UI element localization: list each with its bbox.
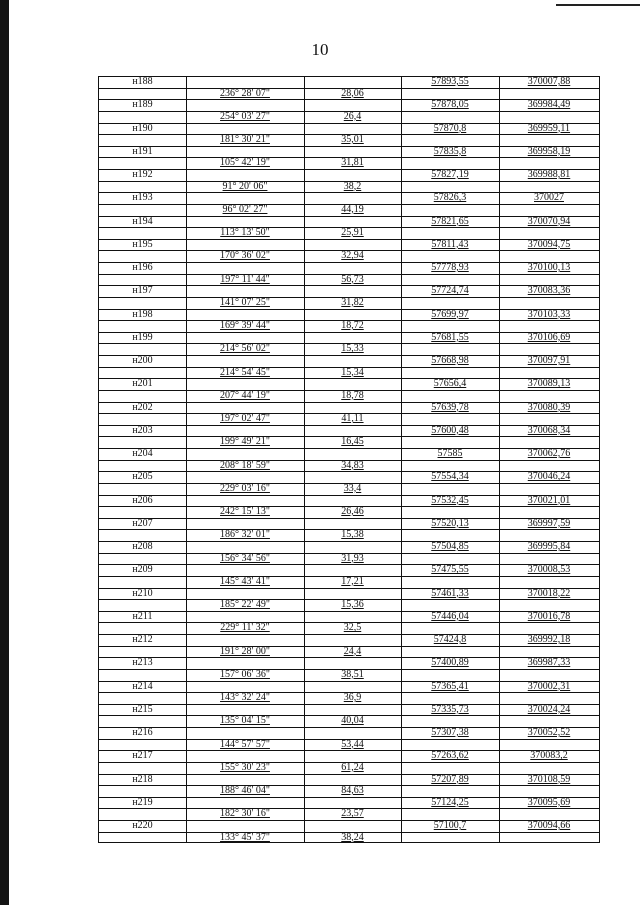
point-label: н195: [132, 238, 153, 250]
coordinate-y: 370046,24: [527, 471, 571, 483]
coordinate-x: 57124,25: [431, 796, 469, 808]
table-row: [99, 588, 599, 611]
table-row: [99, 169, 599, 192]
point-label: н212: [132, 634, 153, 645]
table-row: [99, 123, 599, 146]
coordinate-y: 370016,78: [527, 610, 571, 622]
segment-length: 32,5: [343, 622, 362, 634]
table-row: [99, 262, 599, 285]
coordinate-y: 370052,52: [527, 727, 571, 738]
coordinates-table: [98, 76, 600, 843]
segment-length: 36,9: [343, 692, 362, 703]
segment-length: 18,72: [341, 320, 364, 331]
coordinate-x: 57724,74: [431, 285, 469, 297]
coordinate-y: 370021,01: [527, 494, 571, 506]
coordinate-x: 57811,43: [431, 238, 469, 250]
segment-length: 18,78: [341, 389, 364, 401]
table-row: [99, 495, 599, 518]
point-label: н198: [132, 308, 153, 320]
segment-length: 38,2: [343, 180, 362, 192]
segment-length: 35,01: [341, 134, 364, 145]
point-label: н189: [132, 99, 153, 111]
coordinate-x: 57893,55: [431, 76, 469, 87]
coordinate-x: 57656,4: [433, 378, 467, 390]
segment-length: 15,33: [341, 343, 364, 355]
table-row: [99, 76, 599, 99]
direction-angle: 208° 18' 59": [220, 459, 270, 471]
point-label: н193: [132, 192, 153, 204]
coordinate-y: 369995,84: [527, 541, 571, 552]
direction-angle: 155° 30' 23": [220, 761, 270, 773]
direction-angle: 199° 49' 21": [220, 436, 270, 448]
coordinate-y: 370008,53: [527, 564, 571, 576]
direction-angle: 207° 44' 19": [220, 389, 270, 401]
point-label: н207: [132, 517, 153, 529]
coordinate-y: 370027: [534, 192, 564, 204]
coordinate-y: 370002,31: [527, 680, 571, 692]
coordinate-x: 57878,05: [431, 99, 469, 111]
segment-length: 38,51: [341, 668, 364, 680]
coordinate-x: 57100,7: [433, 820, 467, 831]
coordinate-y: 370089,13: [527, 378, 571, 390]
point-label: н213: [132, 657, 153, 669]
direction-angle: 91° 20' 06": [222, 180, 268, 192]
coordinate-y: 370083,36: [527, 285, 571, 297]
table-row: [99, 634, 599, 657]
table-row: [99, 309, 599, 332]
coordinate-y: 370108,59: [527, 773, 571, 785]
segment-length: 38,24: [341, 831, 364, 843]
table-row: [99, 797, 599, 820]
coordinate-x: 57532,45: [431, 494, 469, 506]
segment-length: 61,24: [341, 761, 364, 773]
coordinate-x: 57699,97: [431, 308, 469, 320]
coordinate-x: 57263,62: [431, 750, 469, 762]
point-label: н217: [132, 750, 153, 762]
coordinate-y: 369987,33: [527, 657, 571, 669]
segment-length: 31,81: [341, 157, 364, 169]
coordinate-y: 370024,24: [527, 703, 571, 715]
direction-angle: 229° 11' 32": [220, 622, 270, 634]
point-label: н196: [132, 262, 153, 273]
direction-angle: 145° 43' 41": [220, 575, 270, 587]
direction-angle: 133° 45' 37": [220, 831, 270, 843]
direction-angle: 181° 30' 21": [220, 134, 270, 145]
table-row: [99, 146, 599, 169]
segment-length: 23,57: [341, 808, 364, 820]
segment-length: 41,11: [341, 413, 364, 424]
segment-length: 34,83: [341, 459, 364, 471]
coordinate-x: 57475,55: [431, 564, 469, 576]
direction-angle: 96° 02' 27": [222, 203, 268, 215]
segment-length: 17,21: [341, 575, 364, 587]
coordinate-y: 370100,13: [527, 262, 571, 273]
coordinate-y: 369992,18: [527, 634, 571, 645]
coordinate-x: 57424,8: [433, 634, 467, 645]
point-label: н191: [132, 145, 153, 157]
scan-edge-bar: [0, 0, 9, 905]
coordinate-x: 57826,3: [433, 192, 467, 204]
direction-angle: 143° 32' 24": [220, 692, 270, 703]
direction-angle: 185° 22' 49": [220, 599, 270, 610]
direction-angle: 156° 34' 56": [220, 552, 270, 564]
point-label: н220: [132, 820, 153, 831]
coordinate-x: 57827,19: [431, 169, 469, 180]
direction-angle: 214° 56' 02": [220, 343, 270, 355]
coordinate-x: 57870,8: [433, 122, 467, 134]
coordinate-y: 370103,33: [527, 308, 571, 320]
direction-angle: 236° 28' 07": [220, 87, 270, 99]
coordinate-x: 57365,41: [431, 680, 469, 692]
segment-length: 44,19: [341, 203, 364, 215]
coordinate-x: 57335,73: [431, 703, 469, 715]
table-row: [99, 216, 599, 239]
segment-length: 15,38: [341, 529, 364, 541]
direction-angle: 197° 11' 44": [220, 273, 270, 285]
direction-angle: 182° 30' 16": [220, 808, 270, 820]
coordinate-x: 57600,48: [431, 424, 469, 436]
direction-angle: 169° 39' 44": [220, 320, 270, 331]
direction-angle: 214° 54' 45": [220, 366, 270, 378]
coordinate-x: 57446,04: [431, 610, 469, 622]
point-label: н211: [132, 610, 153, 622]
coordinate-x: 57461,33: [431, 587, 469, 599]
table-row: [99, 192, 599, 215]
segment-length: 84,63: [341, 785, 364, 796]
coordinate-x: 57554,34: [431, 471, 469, 483]
direction-angle: 113° 13' 50": [220, 227, 270, 238]
coordinate-x: 57821,65: [431, 215, 469, 227]
coordinate-x: 57207,89: [431, 773, 469, 785]
coordinate-y: 370062,76: [527, 448, 571, 459]
table-row: [99, 704, 599, 727]
table-row: [99, 378, 599, 401]
point-label: н209: [132, 564, 153, 576]
table-row: [99, 541, 599, 564]
coordinate-y: 370018,22: [527, 587, 571, 599]
coordinate-x: 57400,89: [431, 657, 469, 669]
table-row: [99, 774, 599, 797]
direction-angle: 188° 46' 04": [220, 785, 270, 796]
table-row: [99, 750, 599, 773]
coordinate-y: 369988,81: [527, 169, 571, 180]
point-label: н200: [132, 355, 153, 366]
table-row: [99, 402, 599, 425]
point-label: н204: [132, 448, 153, 459]
direction-angle: 105° 42' 19": [220, 157, 270, 169]
segment-length: 26,46: [341, 506, 364, 517]
segment-length: 31,93: [341, 552, 364, 564]
direction-angle: 254° 03' 27": [220, 110, 270, 122]
page-number: 10: [311, 40, 329, 59]
coordinate-x: 57835,8: [433, 145, 467, 157]
segment-length: 40,04: [341, 715, 364, 727]
coordinate-x: 57307,38: [431, 727, 469, 738]
direction-angle: 191° 28' 00": [220, 645, 270, 657]
table-row: [99, 99, 599, 122]
point-label: н206: [132, 494, 153, 506]
coordinate-y: 370083,2: [530, 750, 568, 762]
direction-angle: 197° 02' 47": [220, 413, 270, 424]
coordinate-y: 370106,69: [527, 331, 571, 343]
segment-length: 15,34: [341, 366, 364, 378]
point-label: н203: [132, 424, 153, 436]
coordinate-y: 370094,66: [527, 820, 571, 831]
point-label: н201: [132, 378, 153, 390]
coordinate-x: 57639,78: [431, 401, 469, 413]
direction-angle: 170° 36' 02": [220, 250, 270, 262]
segment-length: 24,4: [343, 645, 362, 657]
table-row: [99, 518, 599, 541]
segment-length: 26,4: [343, 110, 362, 122]
table-row: [99, 820, 599, 843]
coordinate-x: 57778,93: [431, 262, 469, 273]
point-label: н197: [132, 285, 153, 297]
coordinate-x: 57520,13: [431, 517, 469, 529]
segment-length: 53,44: [341, 738, 364, 750]
table-row: [99, 564, 599, 587]
segment-length: 56,73: [341, 273, 364, 285]
table-row: [99, 355, 599, 378]
coordinate-y: 369997,59: [527, 517, 571, 529]
top-rule: [556, 4, 640, 6]
coordinate-x: 57681,55: [431, 331, 469, 343]
segment-length: 33,4: [343, 482, 362, 494]
table-row: [99, 611, 599, 634]
direction-angle: 186° 32' 01": [220, 529, 270, 541]
coordinate-y: 370070,94: [527, 215, 571, 227]
segment-length: 28,06: [341, 87, 364, 99]
point-label: н194: [132, 215, 153, 227]
segment-length: 25,91: [341, 227, 364, 238]
point-label: н188: [132, 76, 153, 87]
direction-angle: 144° 57' 57": [220, 738, 270, 750]
table-row: [99, 681, 599, 704]
coordinate-y: 369984,49: [527, 99, 571, 111]
point-label: н218: [132, 773, 153, 785]
point-label: н208: [132, 541, 153, 552]
segment-length: 15,36: [341, 599, 364, 610]
table-row: [99, 425, 599, 448]
point-label: н216: [132, 727, 153, 738]
coordinate-y: 370007,88: [527, 76, 571, 87]
point-label: н215: [132, 703, 153, 715]
segment-length: 32,94: [341, 250, 364, 262]
direction-angle: 242° 15' 13": [220, 506, 270, 517]
coordinate-y: 370068,34: [527, 424, 571, 436]
table-row: [99, 657, 599, 680]
point-label: н202: [132, 401, 153, 413]
point-label: н210: [132, 587, 153, 599]
coordinate-x: 57504,85: [431, 541, 469, 552]
segment-length: 31,82: [341, 296, 364, 308]
coordinate-x: 57585: [437, 448, 463, 459]
coordinate-y: 370094,75: [527, 238, 571, 250]
table-row: [99, 332, 599, 355]
point-label: н199: [132, 331, 153, 343]
direction-angle: 135° 04' 15": [220, 715, 270, 727]
coordinate-y: 370080,39: [527, 401, 571, 413]
coordinate-y: 369958,19: [527, 145, 571, 157]
coordinate-y: 370095,69: [527, 796, 571, 808]
table-row: [99, 239, 599, 262]
direction-angle: 141° 07' 25": [220, 296, 270, 308]
coordinate-y: 370097,91: [527, 355, 571, 366]
table-row: [99, 471, 599, 494]
table-row: [99, 727, 599, 750]
table-row: [99, 285, 599, 308]
point-label: н205: [132, 471, 153, 483]
table-row: [99, 448, 599, 471]
point-label: н214: [132, 680, 153, 692]
coordinate-x: 57668,98: [431, 355, 469, 366]
segment-length: 16,45: [341, 436, 364, 448]
coordinate-y: 369959,11: [527, 122, 571, 134]
direction-angle: 229° 03' 16": [220, 482, 270, 494]
direction-angle: 157° 06' 36": [220, 668, 270, 680]
point-label: н219: [132, 796, 153, 808]
point-label: н190: [132, 122, 153, 134]
point-label: н192: [132, 169, 153, 180]
